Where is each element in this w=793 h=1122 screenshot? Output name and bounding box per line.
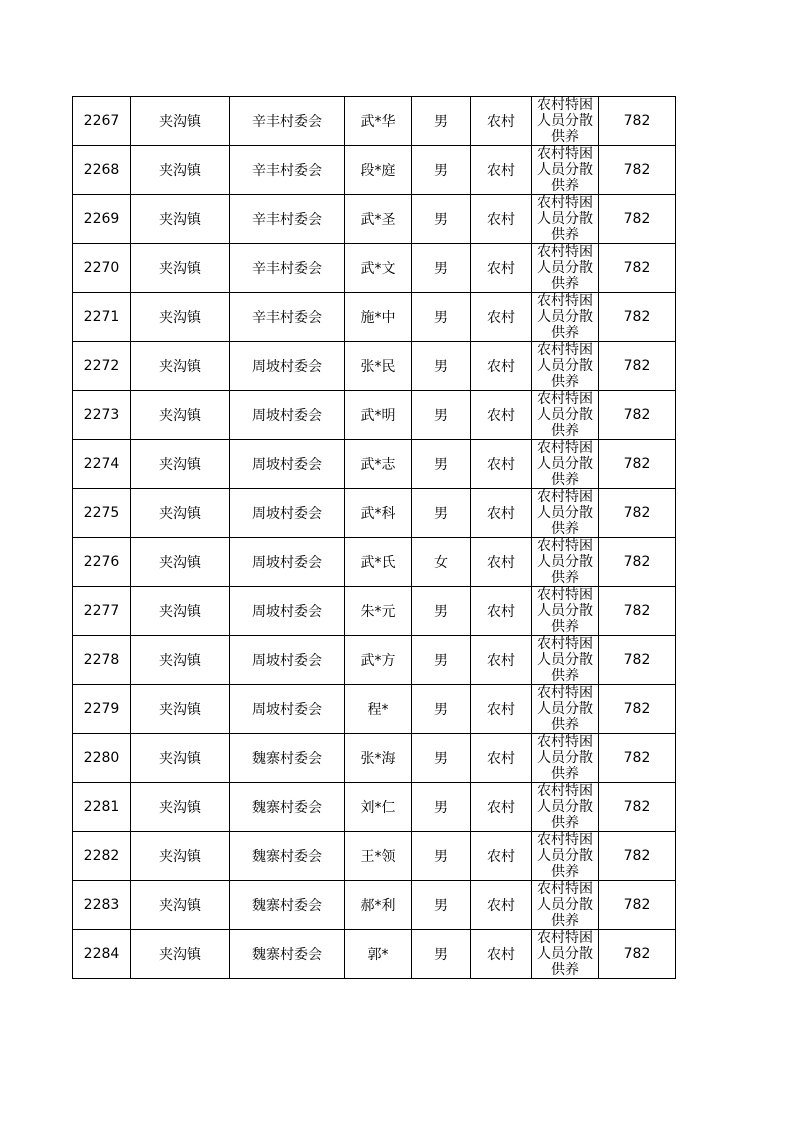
village-cell: 周坡村委会 bbox=[230, 342, 345, 391]
sex-cell: 男 bbox=[412, 881, 471, 930]
area-cell: 农村 bbox=[471, 685, 532, 734]
support-type-text: 农村特困人员分散供养 bbox=[537, 587, 593, 635]
town-cell: 夹沟镇 bbox=[131, 881, 230, 930]
support-type-text: 农村特困人员分散供养 bbox=[537, 734, 593, 782]
town-cell: 夹沟镇 bbox=[131, 391, 230, 440]
village-cell: 辛丰村委会 bbox=[230, 146, 345, 195]
support-type-cell bbox=[532, 685, 599, 734]
row-number-cell: 2280 bbox=[73, 734, 131, 783]
amount-cell: 782 bbox=[599, 587, 676, 636]
area-cell: 农村 bbox=[471, 391, 532, 440]
sex-cell: 男 bbox=[412, 930, 471, 979]
name-cell: 张*民 bbox=[345, 342, 412, 391]
sex-cell: 男 bbox=[412, 783, 471, 832]
amount-cell: 782 bbox=[599, 685, 676, 734]
support-type-text: 农村特困人员分散供养 bbox=[537, 930, 593, 978]
support-type-cell bbox=[532, 930, 599, 979]
support-type-cell bbox=[532, 342, 599, 391]
town-cell: 夹沟镇 bbox=[131, 244, 230, 293]
support-type-text: 农村特困人员分散供养 bbox=[537, 195, 593, 243]
village-cell: 魏寨村委会 bbox=[230, 734, 345, 783]
village-cell: 周坡村委会 bbox=[230, 685, 345, 734]
support-type-cell bbox=[532, 734, 599, 783]
support-type-cell bbox=[532, 489, 599, 538]
village-cell: 辛丰村委会 bbox=[230, 244, 345, 293]
town-cell: 夹沟镇 bbox=[131, 832, 230, 881]
village-cell: 魏寨村委会 bbox=[230, 832, 345, 881]
row-number-cell: 2270 bbox=[73, 244, 131, 293]
town-cell: 夹沟镇 bbox=[131, 440, 230, 489]
town-cell: 夹沟镇 bbox=[131, 195, 230, 244]
support-type-text: 农村特困人员分散供养 bbox=[537, 538, 593, 586]
table-row bbox=[73, 685, 676, 734]
support-type-text: 农村特困人员分散供养 bbox=[537, 685, 593, 733]
amount-cell: 782 bbox=[599, 342, 676, 391]
village-cell: 魏寨村委会 bbox=[230, 881, 345, 930]
row-number-cell: 2279 bbox=[73, 685, 131, 734]
name-cell: 武*方 bbox=[345, 636, 412, 685]
area-cell: 农村 bbox=[471, 293, 532, 342]
amount-cell: 782 bbox=[599, 489, 676, 538]
table-row bbox=[73, 146, 676, 195]
name-cell: 武*明 bbox=[345, 391, 412, 440]
amount-cell: 782 bbox=[599, 440, 676, 489]
support-type-cell bbox=[532, 146, 599, 195]
table-row bbox=[73, 881, 676, 930]
village-cell: 周坡村委会 bbox=[230, 440, 345, 489]
support-type-cell bbox=[532, 195, 599, 244]
area-cell: 农村 bbox=[471, 734, 532, 783]
town-cell: 夹沟镇 bbox=[131, 734, 230, 783]
sex-cell: 男 bbox=[412, 587, 471, 636]
roster-body bbox=[73, 97, 676, 979]
name-cell: 武*文 bbox=[345, 244, 412, 293]
area-cell: 农村 bbox=[471, 538, 532, 587]
name-cell: 王*领 bbox=[345, 832, 412, 881]
sex-cell: 男 bbox=[412, 244, 471, 293]
support-type-text: 农村特困人员分散供养 bbox=[537, 636, 593, 684]
sex-cell: 男 bbox=[412, 391, 471, 440]
name-cell: 武*科 bbox=[345, 489, 412, 538]
row-number-cell: 2267 bbox=[73, 97, 131, 146]
row-number-cell: 2268 bbox=[73, 146, 131, 195]
roster-table bbox=[72, 96, 676, 979]
sex-cell: 男 bbox=[412, 195, 471, 244]
town-cell: 夹沟镇 bbox=[131, 685, 230, 734]
row-number-cell: 2281 bbox=[73, 783, 131, 832]
sex-cell: 男 bbox=[412, 489, 471, 538]
sex-cell: 男 bbox=[412, 832, 471, 881]
support-type-cell bbox=[532, 97, 599, 146]
table-row bbox=[73, 342, 676, 391]
table-row bbox=[73, 636, 676, 685]
amount-cell: 782 bbox=[599, 97, 676, 146]
support-type-cell bbox=[532, 636, 599, 685]
amount-cell: 782 bbox=[599, 293, 676, 342]
table-row bbox=[73, 734, 676, 783]
amount-cell: 782 bbox=[599, 930, 676, 979]
support-type-cell bbox=[532, 881, 599, 930]
amount-cell: 782 bbox=[599, 783, 676, 832]
area-cell: 农村 bbox=[471, 930, 532, 979]
town-cell: 夹沟镇 bbox=[131, 146, 230, 195]
area-cell: 农村 bbox=[471, 244, 532, 293]
table-row bbox=[73, 293, 676, 342]
row-number-cell: 2277 bbox=[73, 587, 131, 636]
name-cell: 武*华 bbox=[345, 97, 412, 146]
support-type-text: 农村特困人员分散供养 bbox=[537, 293, 593, 341]
support-type-cell bbox=[532, 440, 599, 489]
table-row bbox=[73, 391, 676, 440]
support-type-text: 农村特困人员分散供养 bbox=[537, 489, 593, 537]
area-cell: 农村 bbox=[471, 489, 532, 538]
table-row bbox=[73, 930, 676, 979]
support-type-cell bbox=[532, 391, 599, 440]
sex-cell: 男 bbox=[412, 734, 471, 783]
support-type-text: 农村特困人员分散供养 bbox=[537, 244, 593, 292]
row-number-cell: 2269 bbox=[73, 195, 131, 244]
village-cell: 周坡村委会 bbox=[230, 489, 345, 538]
area-cell: 农村 bbox=[471, 195, 532, 244]
village-cell: 周坡村委会 bbox=[230, 636, 345, 685]
row-number-cell: 2283 bbox=[73, 881, 131, 930]
amount-cell: 782 bbox=[599, 244, 676, 293]
support-type-cell bbox=[532, 293, 599, 342]
name-cell: 郝*利 bbox=[345, 881, 412, 930]
sex-cell: 男 bbox=[412, 440, 471, 489]
area-cell: 农村 bbox=[471, 783, 532, 832]
row-number-cell: 2278 bbox=[73, 636, 131, 685]
row-number-cell: 2284 bbox=[73, 930, 131, 979]
village-cell: 周坡村委会 bbox=[230, 538, 345, 587]
name-cell: 段*庭 bbox=[345, 146, 412, 195]
table-row bbox=[73, 440, 676, 489]
name-cell: 张*海 bbox=[345, 734, 412, 783]
name-cell: 武*圣 bbox=[345, 195, 412, 244]
amount-cell: 782 bbox=[599, 832, 676, 881]
support-type-cell bbox=[532, 783, 599, 832]
area-cell: 农村 bbox=[471, 636, 532, 685]
town-cell: 夹沟镇 bbox=[131, 538, 230, 587]
sex-cell: 男 bbox=[412, 685, 471, 734]
town-cell: 夹沟镇 bbox=[131, 342, 230, 391]
village-cell: 辛丰村委会 bbox=[230, 293, 345, 342]
row-number-cell: 2271 bbox=[73, 293, 131, 342]
row-number-cell: 2282 bbox=[73, 832, 131, 881]
village-cell: 辛丰村委会 bbox=[230, 195, 345, 244]
row-number-cell: 2272 bbox=[73, 342, 131, 391]
table-row bbox=[73, 97, 676, 146]
village-cell: 魏寨村委会 bbox=[230, 930, 345, 979]
village-cell: 魏寨村委会 bbox=[230, 783, 345, 832]
name-cell: 程* bbox=[345, 685, 412, 734]
village-cell: 辛丰村委会 bbox=[230, 97, 345, 146]
support-type-text: 农村特困人员分散供养 bbox=[537, 832, 593, 880]
row-number-cell: 2274 bbox=[73, 440, 131, 489]
support-type-cell bbox=[532, 587, 599, 636]
area-cell: 农村 bbox=[471, 146, 532, 195]
name-cell: 朱*元 bbox=[345, 587, 412, 636]
sex-cell: 男 bbox=[412, 146, 471, 195]
table-row bbox=[73, 244, 676, 293]
row-number-cell: 2276 bbox=[73, 538, 131, 587]
amount-cell: 782 bbox=[599, 734, 676, 783]
sex-cell: 男 bbox=[412, 293, 471, 342]
area-cell: 农村 bbox=[471, 440, 532, 489]
table-row bbox=[73, 195, 676, 244]
row-number-cell: 2275 bbox=[73, 489, 131, 538]
table-row bbox=[73, 538, 676, 587]
area-cell: 农村 bbox=[471, 342, 532, 391]
town-cell: 夹沟镇 bbox=[131, 293, 230, 342]
table-row bbox=[73, 489, 676, 538]
area-cell: 农村 bbox=[471, 587, 532, 636]
support-type-text: 农村特困人员分散供养 bbox=[537, 783, 593, 831]
town-cell: 夹沟镇 bbox=[131, 636, 230, 685]
town-cell: 夹沟镇 bbox=[131, 97, 230, 146]
support-type-text: 农村特困人员分散供养 bbox=[537, 391, 593, 439]
support-type-text: 农村特困人员分散供养 bbox=[537, 342, 593, 390]
amount-cell: 782 bbox=[599, 146, 676, 195]
sex-cell: 男 bbox=[412, 97, 471, 146]
town-cell: 夹沟镇 bbox=[131, 930, 230, 979]
town-cell: 夹沟镇 bbox=[131, 587, 230, 636]
table-row bbox=[73, 587, 676, 636]
name-cell: 施*中 bbox=[345, 293, 412, 342]
area-cell: 农村 bbox=[471, 881, 532, 930]
sex-cell: 男 bbox=[412, 636, 471, 685]
area-cell: 农村 bbox=[471, 97, 532, 146]
support-type-cell bbox=[532, 832, 599, 881]
table-row bbox=[73, 832, 676, 881]
amount-cell: 782 bbox=[599, 391, 676, 440]
town-cell: 夹沟镇 bbox=[131, 489, 230, 538]
support-type-cell bbox=[532, 244, 599, 293]
village-cell: 周坡村委会 bbox=[230, 391, 345, 440]
name-cell: 武*氏 bbox=[345, 538, 412, 587]
row-number-cell: 2273 bbox=[73, 391, 131, 440]
amount-cell: 782 bbox=[599, 195, 676, 244]
amount-cell: 782 bbox=[599, 636, 676, 685]
amount-cell: 782 bbox=[599, 881, 676, 930]
support-type-cell bbox=[532, 538, 599, 587]
support-type-text: 农村特困人员分散供养 bbox=[537, 440, 593, 488]
sex-cell: 女 bbox=[412, 538, 471, 587]
town-cell: 夹沟镇 bbox=[131, 783, 230, 832]
name-cell: 郭* bbox=[345, 930, 412, 979]
area-cell: 农村 bbox=[471, 832, 532, 881]
amount-cell: 782 bbox=[599, 538, 676, 587]
support-type-text: 农村特困人员分散供养 bbox=[537, 146, 593, 194]
sex-cell: 男 bbox=[412, 342, 471, 391]
village-cell: 周坡村委会 bbox=[230, 587, 345, 636]
name-cell: 刘*仁 bbox=[345, 783, 412, 832]
name-cell: 武*志 bbox=[345, 440, 412, 489]
table-row bbox=[73, 783, 676, 832]
support-type-text: 农村特困人员分散供养 bbox=[537, 97, 593, 145]
support-type-text: 农村特困人员分散供养 bbox=[537, 881, 593, 929]
